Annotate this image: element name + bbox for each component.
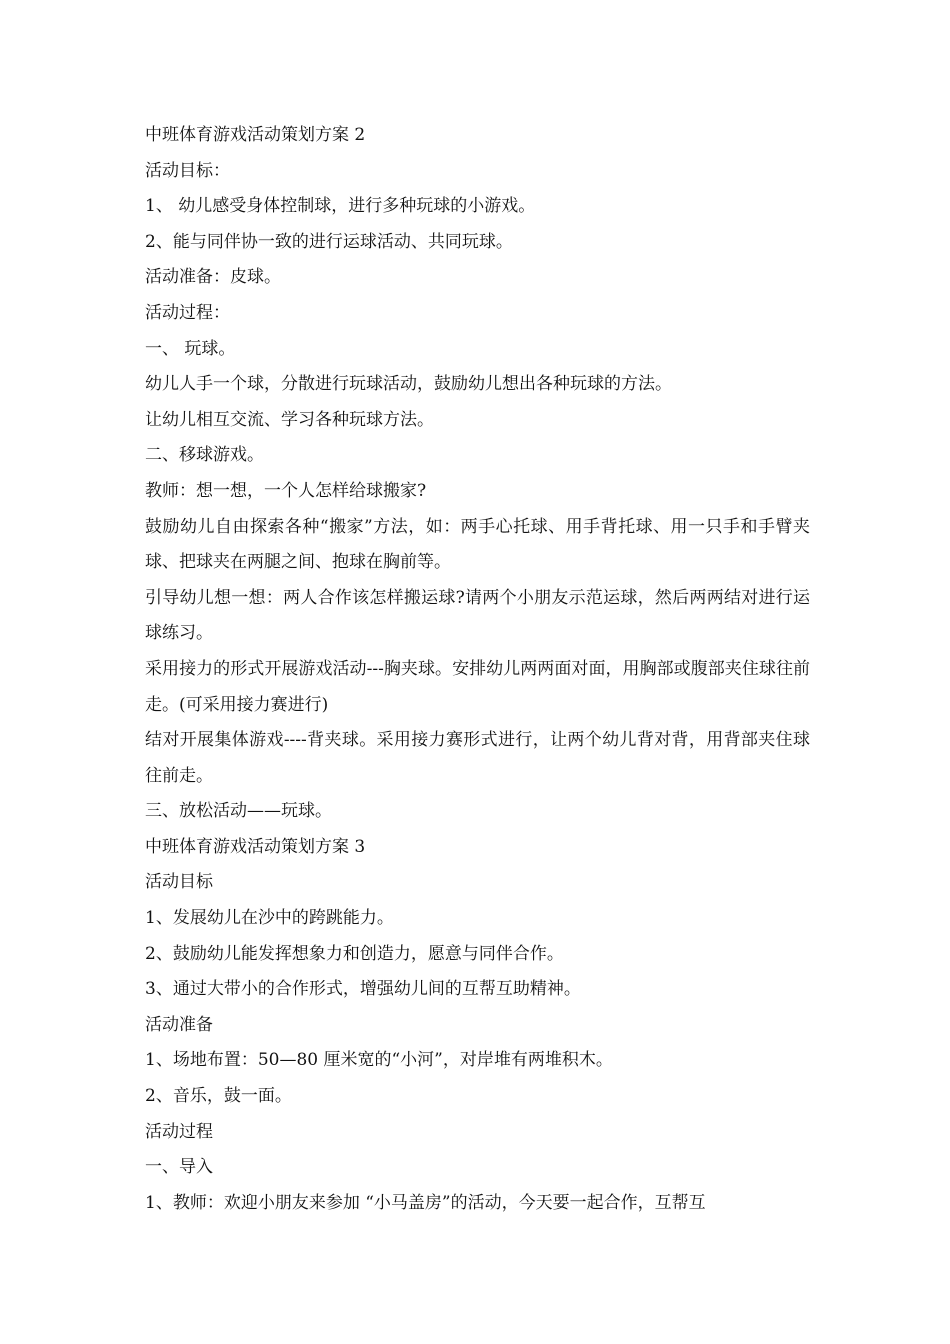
heading-process: 活动过程 xyxy=(145,1121,213,1142)
heading-process: 活动过程： xyxy=(145,302,230,323)
section-title: 中班体育游戏活动策划方案 3 xyxy=(145,836,366,857)
preparation-item: 1、场地布置：50—80 厘米宽的“小河”，对岸堆有两堆积木。 xyxy=(145,1050,613,1071)
heading-goals: 活动目标 xyxy=(145,872,213,893)
step-heading: 一、导入 xyxy=(145,1157,213,1178)
goal-item: 2、鼓励幼儿能发挥想象力和创造力，愿意与同伴合作。 xyxy=(145,943,564,964)
goal-item: 3、通过大带小的合作形式，增强幼儿间的互帮互助精神。 xyxy=(145,979,581,1000)
preparation: 活动准备：皮球。 xyxy=(145,267,281,288)
heading-preparation: 活动准备 xyxy=(145,1014,213,1035)
section-title: 中班体育游戏活动策划方案 2 xyxy=(145,125,366,145)
paragraph: 让幼儿相互交流、学习各种玩球方法。 xyxy=(145,409,434,430)
goal-item: 1、发展幼儿在沙中的跨跳能力。 xyxy=(145,908,394,929)
paragraph: 采用接力的形式开展游戏活动---胸夹球。安排幼儿两两面对面，用胸部或腹部夹住球往前走。(可采用接力赛进行) xyxy=(145,658,810,715)
paragraph: 引导幼儿想一想：两人合作该怎样搬运球?请两个小朋友示范运球，然后两两结对进行运球练习。 xyxy=(145,587,810,644)
paragraph: 幼儿人手一个球，分散进行玩球活动，鼓励幼儿想出各种玩球的方法。 xyxy=(145,374,672,395)
step-heading: 二、移球游戏。 xyxy=(145,445,264,466)
paragraph: 鼓励幼儿自由探索各种“搬家”方法，如：两手心托球、用手背托球、用一只手和手臂夹球、把球夹在两腿之间、抱球在胸前等。 xyxy=(145,516,810,573)
goal-item: 2、能与同伴协一致的进行运球活动、共同玩球。 xyxy=(145,231,513,252)
preparation-item: 2、音乐，鼓一面。 xyxy=(145,1086,292,1107)
step-heading: 三、放松活动——玩球。 xyxy=(145,801,332,822)
step-heading: 一、 玩球。 xyxy=(145,338,236,359)
heading-goals: 活动目标： xyxy=(145,160,230,181)
paragraph: 结对开展集体游戏----背夹球。采用接力赛形式进行，让两个幼儿背对背，用背部夹住球往前走。 xyxy=(145,730,810,786)
goal-item: 1、 幼儿感受身体控制球，进行多种玩球的小游戏。 xyxy=(145,196,536,217)
paragraph: 教师：想一想，一个人怎样给球搬家? xyxy=(145,480,427,501)
document-body xyxy=(145,118,810,1221)
paragraph: 1、教师：欢迎小朋友来参加 “小马盖房”的活动，今天要一起合作，互帮互 xyxy=(145,1192,706,1213)
